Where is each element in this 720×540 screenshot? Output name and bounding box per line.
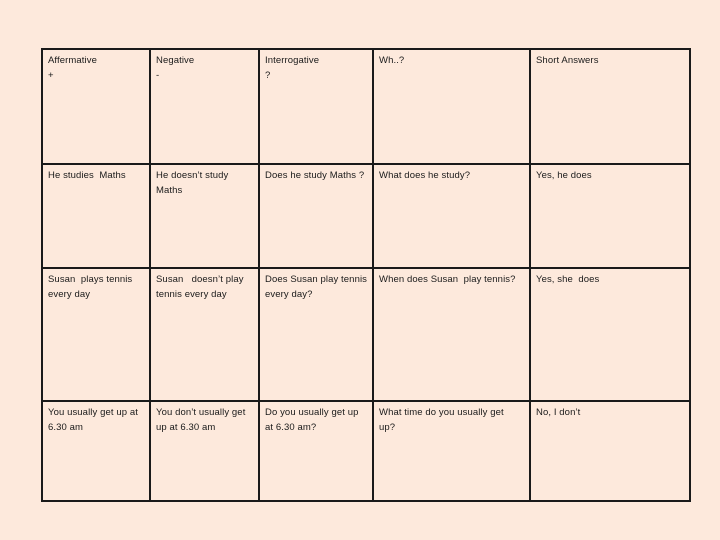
- cell-line: Yes, he does: [536, 170, 592, 181]
- cell-line: Does Susan play tennis: [265, 274, 368, 285]
- table-cell: [373, 164, 530, 268]
- cell-line: What time do you usually get: [379, 407, 504, 418]
- cell-line: Does he study Maths ?: [265, 170, 365, 181]
- grammar-table: [41, 48, 691, 502]
- cell-line: Susan plays tennis: [48, 274, 133, 285]
- header-negative-cell: [150, 49, 259, 164]
- header-short-answers-cell: [530, 49, 690, 164]
- table-row: [42, 401, 690, 501]
- cell-line: +: [48, 70, 54, 81]
- table-cell: [150, 164, 259, 268]
- cell-line: up at 6.30 am: [156, 422, 216, 433]
- cell-line: What does he study?: [379, 170, 471, 181]
- table-cell: [530, 268, 690, 401]
- table-row: [42, 164, 690, 268]
- cell-line: Wh..?: [379, 55, 405, 66]
- cell-line: Short Answers: [536, 55, 599, 66]
- cell-line: ?: [265, 70, 271, 81]
- table-cell: [150, 268, 259, 401]
- table-cell: [259, 164, 373, 268]
- table-cell: [530, 164, 690, 268]
- cell-line: every day?: [265, 289, 313, 300]
- table-cell: [373, 268, 530, 401]
- table-cell: [42, 401, 150, 501]
- cell-line: You don’t usually get: [156, 407, 246, 418]
- cell-line: tennis every day: [156, 289, 227, 300]
- table-row: [42, 49, 690, 164]
- table-cell: [42, 268, 150, 401]
- cell-line: When does Susan play tennis?: [379, 274, 516, 285]
- table-cell: [259, 268, 373, 401]
- header-wh-cell: [373, 49, 530, 164]
- table-cell: [150, 401, 259, 501]
- table-cell: [42, 164, 150, 268]
- table-cell: [373, 401, 530, 501]
- cell-line: Do you usually get up: [265, 407, 359, 418]
- header-interrogative-cell: [259, 49, 373, 164]
- header-affirmative-cell: [42, 49, 150, 164]
- table-row: [42, 268, 690, 401]
- cell-line: Maths: [156, 185, 183, 196]
- cell-line: 6.30 am: [48, 422, 84, 433]
- cell-line: at 6.30 am?: [265, 422, 317, 433]
- cell-line: Susan doesn’t play: [156, 274, 244, 285]
- cell-line: every day: [48, 289, 91, 300]
- cell-line: Negative: [156, 55, 195, 66]
- cell-line: Yes, she does: [536, 274, 600, 285]
- cell-line: Affermative: [48, 55, 97, 66]
- table-cell: [530, 401, 690, 501]
- cell-line: No, I don’t: [536, 407, 581, 418]
- table-body: [42, 49, 690, 501]
- table-cell: [259, 401, 373, 501]
- cell-line: up?: [379, 422, 396, 433]
- cell-line: He studies Maths: [48, 170, 126, 181]
- cell-line: You usually get up at: [48, 407, 138, 418]
- cell-line: Interrogative: [265, 55, 320, 66]
- cell-line: -: [156, 70, 160, 81]
- cell-line: He doesn’t study: [156, 170, 229, 181]
